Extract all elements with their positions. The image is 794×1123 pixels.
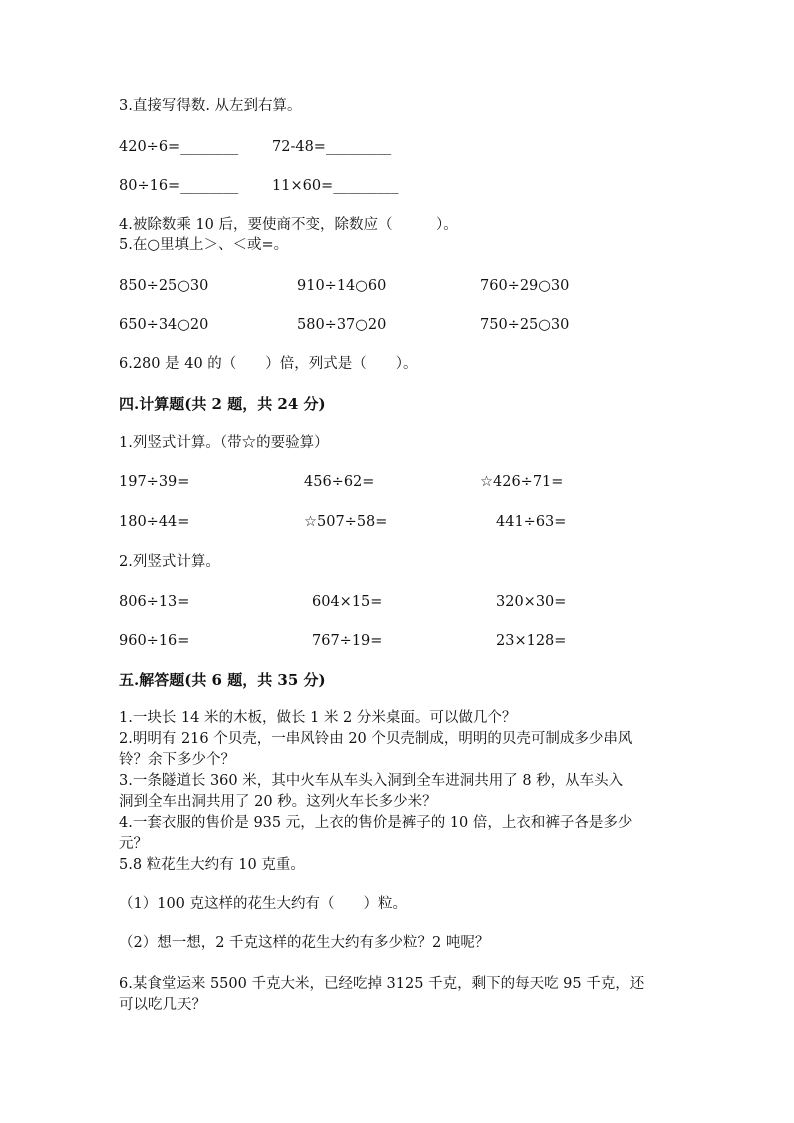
s4-q2-item: 23×128= [496, 633, 567, 649]
s4-q1-item: 456÷62= [304, 474, 375, 490]
s4-q1-item: 441÷63= [496, 514, 567, 530]
q5-item: 580÷37○20 [297, 317, 387, 333]
q3-item: 420÷6=________ [119, 139, 239, 155]
q5-title: 5.在○里填上＞、＜或=。 [119, 237, 289, 253]
q5-item: 850÷25○30 [119, 278, 209, 294]
s5-line: 2.明明有 216 个贝壳，一串风铃由 20 个贝壳制成，明明的贝壳可制成多少串风 [119, 731, 633, 747]
s5-line: 3.一条隧道长 360 米，其中火车从车头入洞到全车进洞共用了 8 秒，从车头入 [119, 773, 624, 789]
s4-q1-item: ☆507÷58= [304, 514, 388, 530]
s4-q1-title: 1.列竖式计算。（带☆的要验算） [119, 435, 329, 451]
s5-line: 5.8 粒花生大约有 10 克重。 [119, 857, 305, 873]
s5-q5-sub2: （2）想一想，2 千克这样的花生大约有多少粒？2 吨呢？ [119, 935, 490, 951]
s5-q6-line: 可以吃几天？ [119, 997, 206, 1013]
q3-item: 72-48=_________ [272, 139, 392, 155]
s5-line: 铃？余下多少个？ [119, 752, 235, 768]
q3-item: 11×60=_________ [272, 178, 399, 194]
s4-q2-item: 806÷13= [119, 594, 190, 610]
s5-line: 洞到全车出洞共用了 20 秒。这列火车长多少米？ [119, 794, 437, 810]
q5-item: 910÷14○60 [297, 278, 387, 294]
q5-item: 750÷25○30 [480, 317, 570, 333]
section5-heading: 五.解答题(共 6 题，共 35 分) [119, 671, 326, 689]
s4-q2-item: 604×15= [312, 594, 383, 610]
q6-text: 6.280 是 40 的（ ）倍，列式是（ ）。 [119, 356, 418, 372]
s4-q2-title: 2.列竖式计算。 [119, 554, 220, 570]
q5-item: 760÷29○30 [480, 278, 570, 294]
q5-item: 650÷34○20 [119, 317, 209, 333]
s5-line: 元？ [119, 836, 148, 852]
s4-q1-item: 180÷44= [119, 514, 190, 530]
s4-q2-item: 767÷19= [312, 633, 383, 649]
s5-q5-sub1: （1）100 克这样的花生大约有（ ）粒。 [119, 896, 408, 912]
s4-q2-item: 320×30= [496, 594, 567, 610]
q4-text: 4.被除数乘 10 后，要使商不变，除数应（ ）。 [119, 217, 458, 233]
s5-line: 1.一块长 14 米的木板，做长 1 米 2 分米桌面。可以做几个？ [119, 710, 517, 726]
q3-title: 3.直接写得数. 从左到右算。 [119, 98, 302, 114]
s4-q2-item: 960÷16= [119, 633, 190, 649]
s4-q1-item: ☆426÷71= [480, 474, 564, 490]
q3-item: 80÷16=________ [119, 178, 239, 194]
s5-line: 4.一套衣服的售价是 935 元，上衣的售价是裤子的 10 倍，上衣和裤子各是多少 [119, 815, 633, 831]
section4-heading: 四.计算题(共 2 题，共 24 分) [119, 395, 326, 413]
s5-q6-line: 6.某食堂运来 5500 千克大米，已经吃掉 3125 千克，剩下的每天吃 95 千克，还 [119, 976, 645, 992]
s4-q1-item: 197÷39= [119, 474, 190, 490]
